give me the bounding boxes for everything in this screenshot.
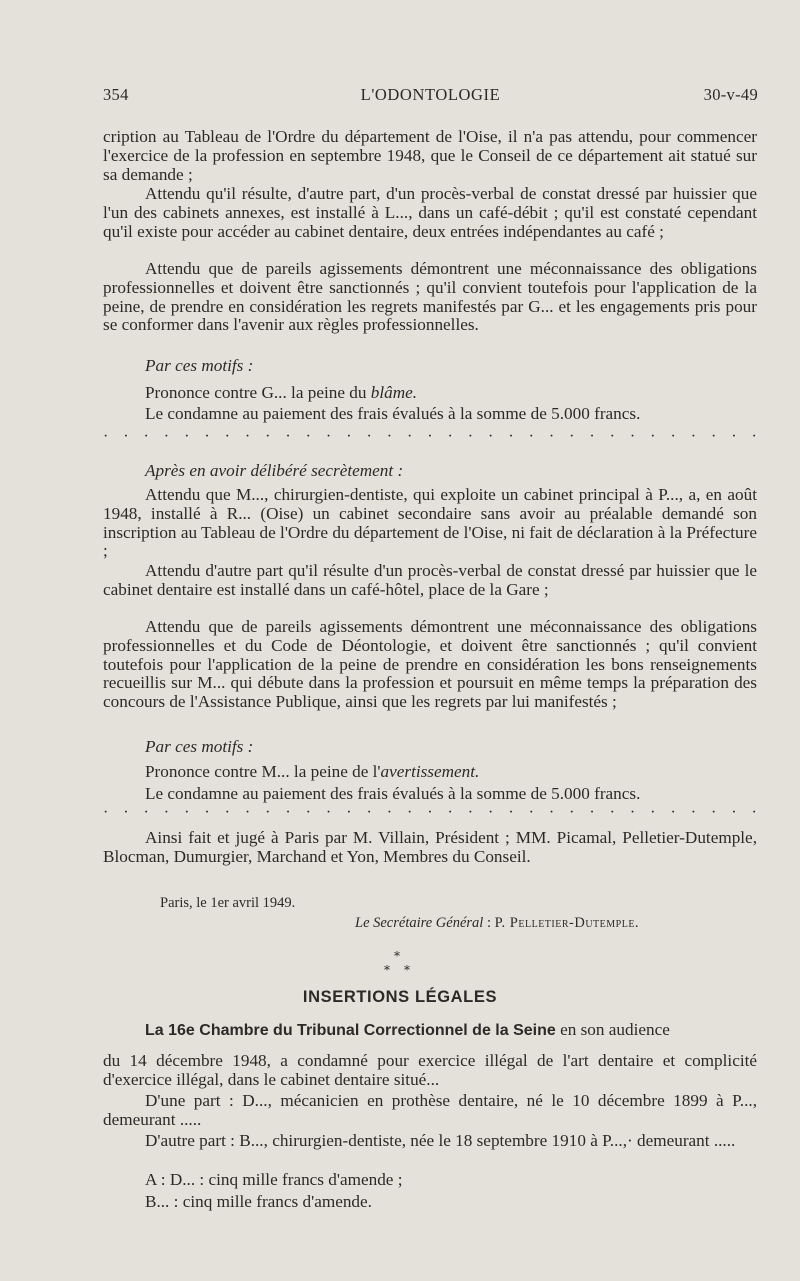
paragraph-attendu-deontologie: Attendu que de pareils agissements démontrent une méconnaissance des obligations professionnelles et du Code de Déontologie, et doivent être sanctionnés ; qu'il convient toutefois pour l'application de la peine de prendre en considération les bons renseignements recueillis sur M... qui débute dans la profession et poursuit en même temps la préparation des concours de l'Assistance Publique, ainsi que les regrets par lui manifestés ; <box>103 617 757 712</box>
svg-text:*: * <box>384 963 390 977</box>
paragraph-continuation: cription au Tableau de l'Ordre du département de l'Oise, il n'a pas attendu, pour commencer l'exercice de la profession en septembre 1948, que le Conseil de ce département ait statué sur sa demande ; <box>103 127 757 184</box>
sentence-1-text: Prononce contre G... la peine du <box>145 383 371 402</box>
motifs-heading-1 <box>145 356 253 375</box>
page-number: 354 <box>103 85 129 104</box>
paragraph-attendu-constat: Attendu qu'il résulte, d'autre part, d'un procès-verbal de constat dressé par huissier que l'un des cabinets annexes, est installé à L..., dans un café-débit ; qu'il est constaté cependant qu'il existe pour accéder au cabinet dentaire, deux entrées indépendantes au café ; <box>103 184 757 241</box>
motifs-heading-1-text: Par ces motifs : <box>145 356 254 375</box>
paragraph-attendu-m: Attendu que M..., chirurgien-dentiste, qui exploite un cabinet principal à P..., a, en août 1948, installé à R... (Oise) un cabinet secondaire sans avoir au préalable demandé son inscription au Tableau de l'Ordre du département de l'Oise, ni fait de déclaration à la Préfecture ; <box>103 485 757 561</box>
place-date: Paris, le 1er avril 1949. <box>160 895 296 911</box>
signature <box>355 915 639 932</box>
tribunal-name: La 16e Chambre du Tribunal Correctionnel de la Seine <box>145 1022 556 1039</box>
running-header <box>103 85 758 107</box>
insertions-paragraph-1: du 14 décembre 1948, a condamné pour exercice illégal de l'art dentaire et complicité d'exercice illégal, dans le cabinet dentaire situé... <box>103 1051 757 1089</box>
signature-name: P. Pelletier-Dutemple. <box>494 915 640 931</box>
issue-date: 30-v-49 <box>703 85 758 104</box>
insertions-intro <box>145 1020 670 1040</box>
sentence-2-text: Prononce contre M... la peine de l' <box>145 762 381 781</box>
deliberation-text: Après en avoir délibéré secrètement : <box>145 461 404 480</box>
asterism-icon <box>380 948 420 978</box>
journal-title: L'ODONTOLOGIE <box>360 85 501 104</box>
paragraph-attendu-agissements: Attendu que de pareils agissements démontrent une méconnaissance des obligations professionnelles et doivent être sanctionnés ; qu'il convient toutefois pour l'application de la peine, de prendre en considération les regrets manifestés par G... et les engagements pris pour se conformer dans l'avenir aux règles professionnelles. <box>103 259 757 335</box>
insertions-penalty-a: A : D... : cinq mille francs d'amende ; <box>145 1170 403 1189</box>
insertions-penalty-b: B... : cinq mille francs d'amende. <box>145 1192 372 1211</box>
paragraph-attendu-huissier: Attendu d'autre part qu'il résulte d'un procès-verbal de constat dressé par huissier que le cabinet dentaire est installé dans un café-hôtel, place de la Gare ; <box>103 561 757 599</box>
deliberation-heading <box>145 461 403 480</box>
insertions-heading: INSERTIONS LÉGALES <box>302 988 498 1006</box>
sentence-1 <box>145 383 417 402</box>
svg-text:*: * <box>394 949 400 963</box>
sentence-2-penalty: avertissement. <box>380 762 480 781</box>
signature-separator: : <box>483 915 495 931</box>
signature-role: Le Secrétaire Général <box>355 915 484 931</box>
dotted-separator-2: · · · · · · · · · · · · · · · · · · · · · · · · · · · · · · · · · <box>103 804 757 821</box>
motifs-heading-2-text: Par ces motifs : <box>145 737 254 756</box>
costs-2: Le condamne au paiement des frais évalués à la somme de 5.000 francs. <box>145 784 641 803</box>
svg-text:*: * <box>404 963 410 977</box>
insertions-paragraph-3: D'autre part : B..., chirurgien-dentiste, née le 18 septembre 1910 à P...,· demeurant ..... <box>145 1131 736 1150</box>
insertions-paragraph-2: D'une part : D..., mécanicien en prothèse dentaire, né le 10 décembre 1899 à P..., demeurant ..... <box>103 1091 757 1129</box>
paragraph-ainsi-fait: Ainsi fait et jugé à Paris par M. Villain, Président ; MM. Picamal, Pelletier-Dutemple, Blocman, Dumurgier, Marchand et Yon, Membres du Conseil. <box>103 828 757 866</box>
motifs-heading-2 <box>145 737 253 756</box>
sentence-1-penalty: blâme. <box>370 383 418 402</box>
dotted-separator-1: · · · · · · · · · · · · · · · · · · · · · · · · · · · · · · · · · <box>103 428 757 445</box>
insertions-intro-rest: en son audience <box>555 1020 670 1039</box>
sentence-2 <box>145 762 479 781</box>
costs-1: Le condamne au paiement des frais évalués à la somme de 5.000 francs. <box>145 404 641 423</box>
